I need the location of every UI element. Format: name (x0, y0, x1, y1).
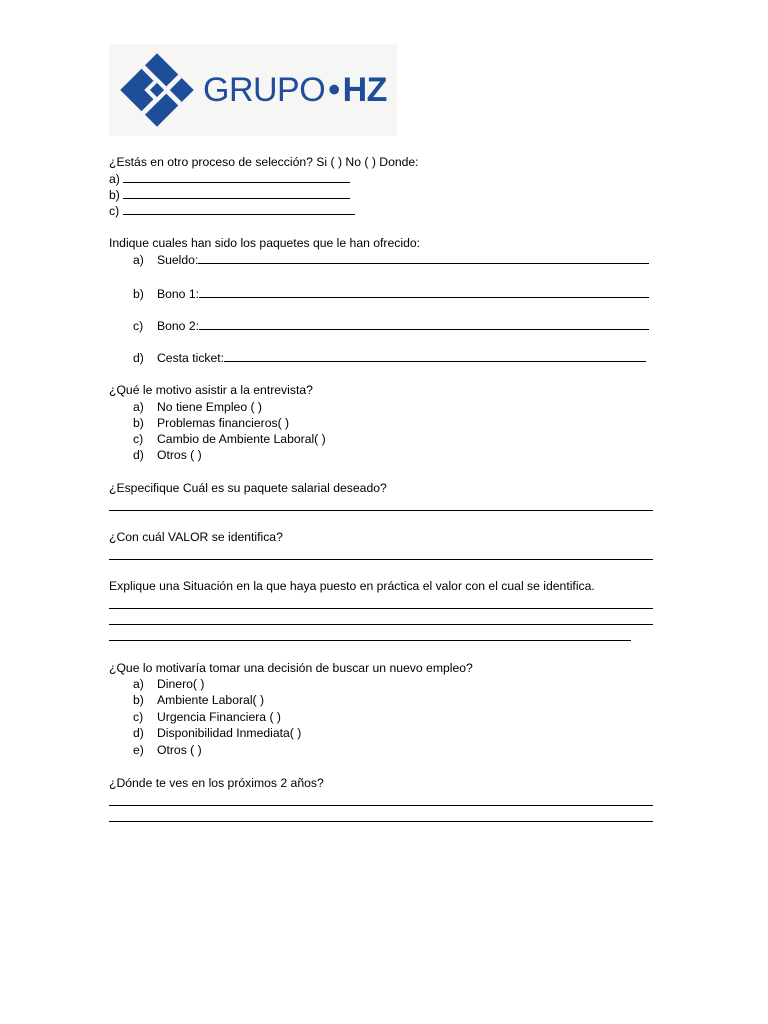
answer-line-c[interactable] (109, 203, 355, 219)
answer-rule[interactable] (109, 805, 653, 806)
item-marker: c) (133, 710, 144, 724)
item-label: Dinero( ) (157, 677, 205, 691)
item-label: Sueldo: (157, 253, 199, 267)
option-label: b) (109, 188, 120, 202)
item-label: Cesta ticket: (157, 351, 225, 365)
answer-blank[interactable] (123, 187, 350, 199)
logo-wordmark (203, 70, 387, 110)
option-label: c) (109, 204, 120, 218)
question-packages: Indique cuales han sido los paquetes que le han ofrecido: (109, 236, 421, 250)
answer-rule[interactable] (109, 559, 653, 560)
item-marker: a) (133, 253, 144, 267)
answer-rule[interactable] (109, 624, 653, 625)
item-marker: d) (133, 448, 144, 462)
item-marker: d) (133, 351, 144, 365)
item-label: Disponibilidad Inmediata( ) (157, 726, 302, 740)
item-marker: a) (133, 400, 144, 414)
item-marker: b) (133, 693, 144, 707)
motive-option[interactable] (133, 416, 289, 431)
item-label: Bono 1: (157, 287, 200, 301)
new-job-option[interactable] (133, 677, 204, 692)
item-marker: c) (133, 432, 144, 446)
motive-option[interactable] (133, 400, 262, 415)
question-other-process: ¿Estás en otro proceso de selección? Si ( ) No ( ) Donde: (109, 155, 419, 169)
package-item-sueldo[interactable] (133, 252, 649, 268)
logo-word: GRUPO (203, 71, 326, 109)
item-marker: a) (133, 677, 144, 691)
package-item-cesta[interactable] (133, 350, 646, 366)
answer-blank[interactable] (224, 350, 646, 362)
question-motive: ¿Qué le motivo asistir a la entrevista? (109, 383, 313, 397)
new-job-option[interactable] (133, 693, 264, 708)
question-value: ¿Con cuál VALOR se identifica? (109, 530, 283, 544)
motive-option[interactable] (133, 448, 202, 463)
answer-rule[interactable] (109, 821, 653, 822)
item-label: Otros ( ) (157, 448, 202, 462)
package-item-bono2[interactable] (133, 318, 649, 334)
item-marker: b) (133, 416, 144, 430)
new-job-option[interactable] (133, 743, 202, 758)
item-label: Urgencia Financiera ( ) (157, 710, 281, 724)
answer-line-a[interactable] (109, 171, 350, 187)
answer-line-b[interactable] (109, 187, 350, 203)
question-new-job: ¿Que lo motivaría tomar una decisión de buscar un nuevo empleo? (109, 661, 473, 675)
diamond-logo-icon (117, 50, 197, 130)
item-label: Ambiente Laboral( ) (157, 693, 265, 707)
item-label: No tiene Empleo ( ) (157, 400, 262, 414)
company-logo (109, 44, 397, 136)
item-label: Cambio de Ambiente Laboral( ) (157, 432, 326, 446)
item-marker: e) (133, 743, 144, 757)
item-label: Otros ( ) (157, 743, 202, 757)
logo-brand: HZ (342, 71, 387, 109)
new-job-option[interactable] (133, 710, 281, 725)
motive-option[interactable] (133, 432, 326, 447)
answer-blank[interactable] (199, 286, 649, 298)
package-item-bono1[interactable] (133, 286, 649, 302)
answer-rule[interactable] (109, 608, 653, 609)
answer-rule[interactable] (109, 510, 653, 511)
item-marker: c) (133, 319, 144, 333)
item-marker: d) (133, 726, 144, 740)
answer-rule[interactable] (109, 640, 631, 641)
option-label: a) (109, 172, 120, 186)
item-marker: b) (133, 287, 144, 301)
answer-blank[interactable] (199, 318, 649, 330)
answer-blank[interactable] (198, 252, 649, 264)
new-job-option[interactable] (133, 726, 301, 741)
question-salary: ¿Especifique Cuál es su paquete salarial deseado? (109, 481, 387, 495)
question-situation: Explique una Situación en la que haya puesto en práctica el valor con el cual se identifica. (109, 579, 595, 593)
logo-dot: • (328, 71, 340, 109)
item-label: Bono 2: (157, 319, 200, 333)
answer-blank[interactable] (123, 171, 350, 183)
item-label: Problemas financieros( ) (157, 416, 290, 430)
question-future: ¿Dónde te ves en los próximos 2 años? (109, 776, 324, 790)
answer-blank[interactable] (123, 203, 355, 215)
